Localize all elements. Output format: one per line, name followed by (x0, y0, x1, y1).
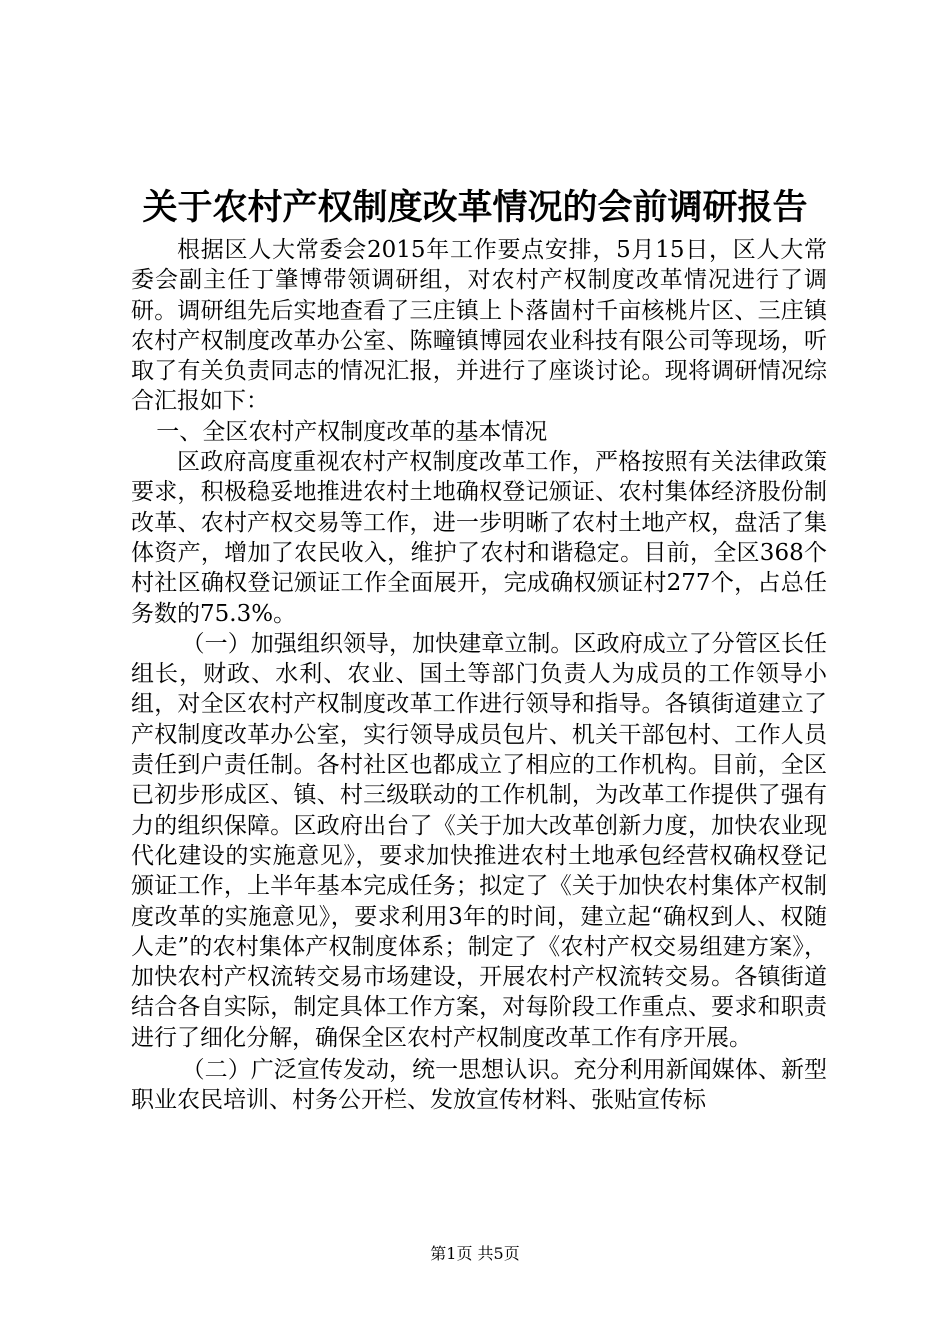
page-number-footer: 第1页 共5页 (430, 1244, 520, 1263)
intro-paragraph: 根据区人大常委会2015年工作要点安排，5月15日，区人大常委会副主任丁肇博带领调研组，对农村产权制度改革情况进行了调研。调研组先后实地查看了三庄镇上卜落崮村千亩核桃片区、三庄镇农村产权制度改革办公室、陈疃镇博园农业科技有限公司等现场，听取了有关负责同志的情况汇报，并进行了座谈讨论。现将调研情况综合汇报如下： (131, 237, 827, 415)
subsection-2-paragraph: （二）广泛宣传发动，统一思想认识。充分利用新闻媒体、新型职业农民培训、村务公开栏、发放宣传材料、张贴宣传标 (131, 1057, 827, 1114)
document-title: 关于农村产权制度改革情况的会前调研报告 (142, 187, 808, 228)
overview-paragraph: 区政府高度重视农村产权制度改革工作，严格按照有关法律政策要求，积极稳妥地推进农村土地确权登记颁证、农村集体经济股份制改革、农村产权交易等工作，进一步明晰了农村土地产权，盘活了集体资产，增加了农民收入，维护了农村和谐稳定。目前，全区368个村社区确权登记颁证工作全面展开，完成确权颁证村277个，占总任务数的75.3%。 (131, 449, 827, 627)
subsection-1-paragraph: （一）加强组织领导，加快建章立制。区政府成立了分管区长任组长，财政、水利、农业、国土等部门负责人为成员的工作领导小组，对全区农村产权制度改革工作进行领导和指导。各镇街道建立了产权制度改革办公室，实行领导成员包片、机关干部包村、工作人员责任到户责任制。各村社区也都成立了相应的工作机构。目前，全区已初步形成区、镇、村三级联动的工作机制，为改革工作提供了强有力的组织保障。区政府出台了《关于加大改革创新力度，加快农业现代化建设的实施意见》，要求加快推进农村土地承包经营权确权登记颁证工作，上半年基本完成任务；拟定了《关于加快农村集体产权制度改革的实施意见》，要求利用3年的时间，建立起“确权到人、权随人走”的农村集体产权制度体系；制定了《农村产权交易组建方案》，加快农村产权流转交易市场建设，开展农村产权流转交易。各镇街道结合各自实际，制定具体工作方案，对每阶段工作重点、要求和职责进行了细化分解，确保全区农村产权制度改革工作有序开展。 (131, 630, 827, 1051)
section-heading: 一、全区农村产权制度改革的基本情况 (156, 418, 548, 445)
document-body (131, 235, 827, 1116)
